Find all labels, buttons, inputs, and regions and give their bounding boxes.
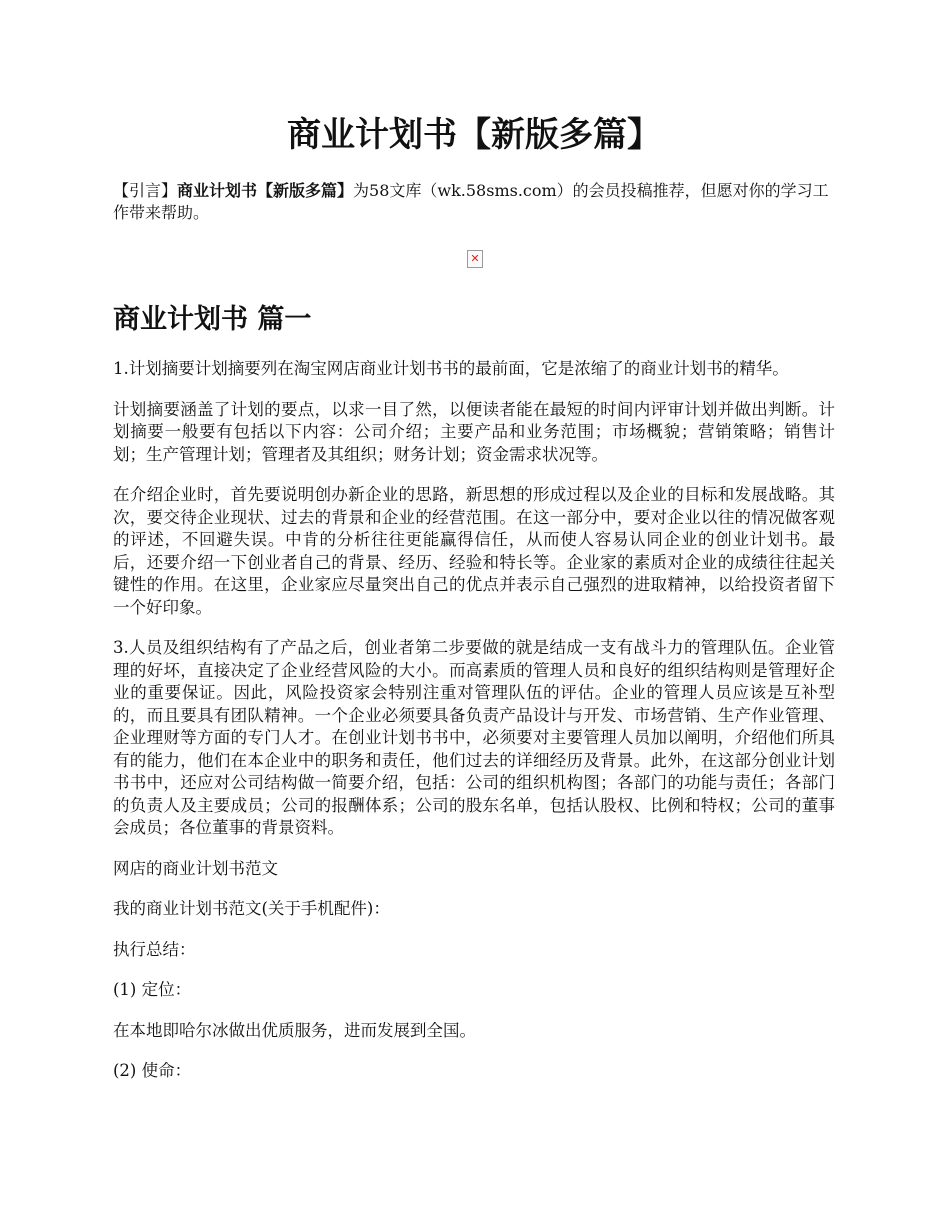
paragraph: (1) 定位： <box>113 980 192 999</box>
intro-bold-title: 商业计划书【新版多篇】 <box>177 181 354 200</box>
paragraph: 在介绍企业时，首先要说明创办新企业的思路，新思想的形成过程以及企业的目标和发展战略。其次，要交待企业现状、过去的背景和企业的经营范围。在这一部分中，要对企业以往的情况做客观的评述，不回避失误。中肯的分析往往更能赢得信任，从而使人容易认同企业的创业计划书。最后，还要介绍一下创业者自己的背景、经历、经验和特长等。企业家的素质对企业的成绩往往起关键性的作用。在这里，企业家应尽量突出自己的优点并表示自己强烈的进取精神，以给投资者留下一个好印象。 <box>113 485 835 617</box>
paragraph: (2) 使命： <box>113 1061 192 1080</box>
broken-image-icon <box>467 250 483 268</box>
document-body <box>113 358 835 1101</box>
paragraph: 1.计划摘要计划摘要列在淘宝网店商业计划书书的最前面，它是浓缩了的商业计划书的精华。 <box>113 359 789 378</box>
document-title: 商业计划书【新版多篇】 <box>287 115 661 155</box>
section-heading: 商业计划书 篇一 <box>113 304 312 335</box>
broken-image-x: ✕ <box>470 252 480 265</box>
paragraph: 3.人员及组织结构有了产品之后，创业者第二步要做的就是结成一支有战斗力的管理队伍。企业管理的好坏，直接决定了企业经营风险的大小。而高素质的管理人员和良好的组织结构则是管理好企业的重要保证。因此，风险投资家会特别注重对管理队伍的评估。企业的管理人员应该是互补型的，而且要具有团队精神。一个企业必须要具备负责产品设计与开发、市场营销、生产作业管理、企业理财等方面的专门人才。在创业计划书书中，必须要对主要管理人员加以阐明，介绍他们所具有的能力，他们在本企业中的职务和责任，他们过去的详细经历及背景。此外，在这部分创业计划书书中，还应对公司结构做一简要介绍，包括：公司的组织机构图；各部门的功能与责任；各部门的负责人及主要成员；公司的报酬体系；公司的股东名单，包括认股权、比例和特权；公司的董事会成员；各位董事的背景资料。 <box>113 638 835 837</box>
paragraph: 执行总结： <box>113 939 196 959</box>
intro-paragraph <box>113 180 835 224</box>
paragraph: 网店的商业计划书范文 <box>113 858 278 878</box>
paragraph: 在本地即哈尔冰做出优质服务，进而发展到全国。 <box>113 1020 476 1040</box>
intro-prefix: 【引言】 <box>113 181 178 200</box>
paragraph: 计划摘要涵盖了计划的要点，以求一目了然，以便读者能在最短的时间内评审计划并做出判断。计划摘要一般要有包括以下内容：公司介绍；主要产品和业务范围；市场概貌；营销策略；销售计划；生产管理计划；管理者及其组织；财务计划；资金需求状况等。 <box>113 399 835 464</box>
paragraph: 我的商业计划书范文(关于手机配件)： <box>113 899 390 918</box>
intro-text: 为58文库（wk.58sms.com）的会员投稿推荐，但愿对你的学习工作带来帮助。 <box>113 181 829 222</box>
